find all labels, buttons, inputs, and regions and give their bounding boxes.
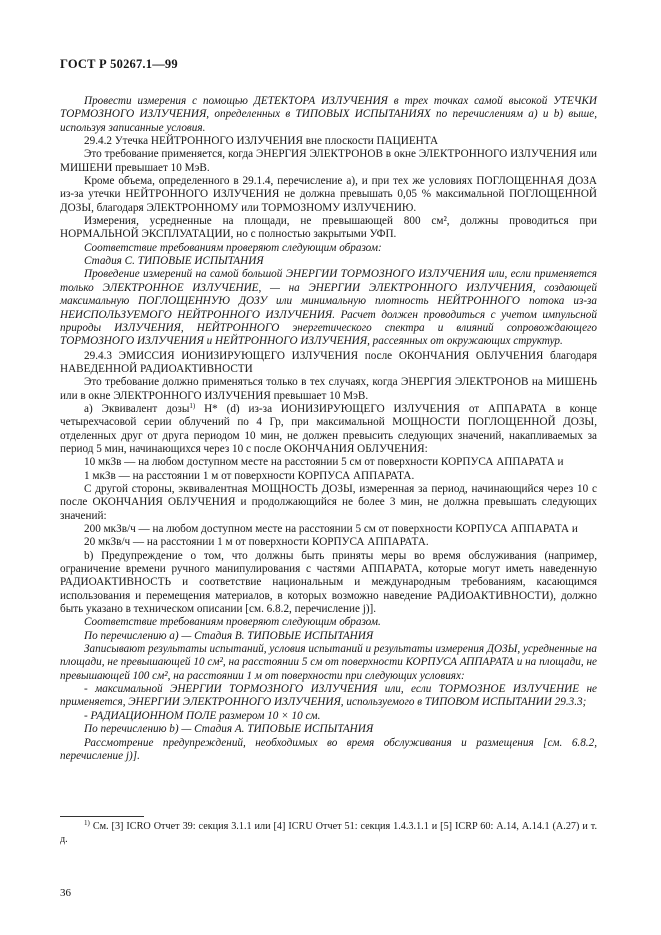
paragraph: Провести измерения с помощью ДЕТЕКТОРА ИЗЛУЧЕНИЯ в трех точках самой высокой УТЕЧКИ ТОРМОЗНОГО ИЗЛУЧЕНИЯ, определенных в ТИПОВЫХ ИСПЫТАНИЯХ по перечислениям а) и b) выше, используя записанные условия. — [60, 95, 597, 134]
footnote-text: См. [3] ICRO Отчет 39: секция 3.1.1 или [4] ICRU Отчет 51: секция 1.4.3.1.1 и [5] ICRP 60: А.14, А.14.1 (А.27) и т. д. — [60, 821, 598, 845]
section-heading-29-4-3: 29.4.3 ЭМИССИЯ ИОНИЗИРУЮЩЕГО ИЗЛУЧЕНИЯ после ОКОНЧАНИЯ ОБЛУЧЕНИЯ благодаря НАВЕДЕННОЙ РАДИОАКТИВНОСТИ — [60, 349, 597, 375]
stage-heading: Стадия С. ТИПОВЫЕ ИСПЫТАНИЯ — [84, 255, 264, 268]
list-item: - максимальной ЭНЕРГИИ ТОРМОЗНОГО ИЗЛУЧЕНИЯ или, если ТОРМОЗНОЕ ИЗЛУЧЕНИЕ не применяется, ЭНЕРГИИ ЭЛЕКТРОННОГО ИЗЛУЧЕНИЯ, используемого в ТИПОВОМ ИСПЫТАНИИ 29.3.3; — [60, 683, 597, 709]
limit-line: 1 мкЗв — на расстоянии 1 м от поверхности КОРПУСА АППАРАТА. — [84, 469, 415, 482]
footnote-reference: 1) — [189, 401, 196, 410]
item-a-text: H* (d) из-за ИОНИЗИРУЮЩЕГО ИЗЛУЧЕНИЯ от АППАРАТА в конце четырехчасовой серии облучений по 4 Гр, при максимальной МОЩНОСТИ ПОГЛОЩЕННОЙ ДОЗЫ, отделенных друг от друга периодом 10 мин, не должен превысить следующих значений, накапливаемых за период 5 мин, начинающихся через 10 с после ОКОНЧАНИЯ ОБЛУЧЕНИЯ: — [60, 402, 597, 455]
limit-line: 200 мкЗв/ч — на любом доступном месте на расстоянии 5 см от поверхности КОРПУСА АППАРАТА и — [84, 523, 578, 535]
paragraph-item-b: b) Предупреждение о том, что должны быть приняты меры во время обслуживания (например, ограничение времени ручного манипулирования с частями АППАРАТА, которые могут иметь наведенную РАДИОАКТИВНОСТЬ и соответствие национальным и международным требованиям, касающимся использования и перемещения материалов, в которых возможно наведение РАДИОАКТИВНОСТИ), должно быть указано в техническом описании [см. 6.8.2, перечисление j)]. — [60, 549, 597, 616]
paragraph: Это требование должно применяться только в тех случаях, когда ЭНЕРГИЯ ЭЛЕКТРОНОВ на МИШЕНЬ или в окне ЭЛЕКТРОННОГО ИЗЛУЧЕНИЯ превышает 10 МэВ. — [60, 376, 597, 402]
item-a-lead: а) Эквивалент дозы — [84, 402, 190, 415]
paragraph: С другой стороны, эквивалентная МОЩНОСТЬ ДОЗЫ, измеренная за период, начинающийся через 10 с после ОКОНЧАНИЯ ОБЛУЧЕНИЯ и продолжающийся не более 3 мин, не должна превышать следующих значений: — [60, 482, 597, 522]
document-header: ГОСТ Р 50267.1—99 — [60, 57, 178, 71]
page-number: 36 — [60, 887, 71, 899]
paragraph: Измерения, усредненные на площади, не превышающей 800 см², должны проводиться при НОРМАЛЬНОЙ ЭКСПЛУАТАЦИИ, но с полностью закрытыми УФП. — [60, 215, 597, 241]
compliance-note: Соответствие требованиям проверяют следующим образом. — [84, 616, 381, 629]
stage-heading: По перечислению b) — Стадия А. ТИПОВЫЕ ИСПЫТАНИЯ — [84, 723, 374, 736]
paragraph: Рассмотрение предупреждений, необходимых во время обслуживания и размещения [см. 6.8.2, перечисление j)]. — [60, 736, 597, 762]
paragraph: Кроме объема, определенного в 29.1.4, перечисление а), и при тех же условиях ПОГЛОЩЕННАЯ ДОЗА из-за утечки НЕЙТРОННОГО ИЗЛУЧЕНИЯ не должна превышать 0,05 % максимальной ПОГЛОЩЕННОЙ ДОЗЫ, благодаря ЭЛЕКТРОННОМУ или ТОРМОЗНОМУ ИЗЛУЧЕНИЮ. — [60, 175, 597, 214]
paragraph: Проведение измерений на самой большой ЭНЕРГИИ ТОРМОЗНОГО ИЗЛУЧЕНИЯ или, если применяется только ЭЛЕКТРОННОЕ ИЗЛУЧЕНИЕ, — на ЭНЕРГИИ ЭЛЕКТРОННОГО ИЗЛУЧЕНИЯ, создающей максимальную ПОГЛОЩЕННУЮ ДОЗУ или минимальную плотность НЕЙТРОННОГО потока из-за НЕИСПОЛЬЗУЕМОГО НЕЙТРОННОГО ИЗЛУЧЕНИЯ. Расчет должен проводиться с учетом импульсной природы ИЗЛУЧЕНИЯ, НЕЙТРОННОГО энергетического спектра и влияний сопровождающего ТОРМОЗНОГО ИЗЛУЧЕНИЯ и НЕЙТРОННОГО ИЗЛУЧЕНИЯ, рассеянных от окружающих структур. — [60, 268, 597, 348]
document-body — [60, 95, 597, 763]
paragraph: Это требование применяется, когда ЭНЕРГИЯ ЭЛЕКТРОНОВ в окне ЭЛЕКТРОННОГО ИЗЛУЧЕНИЯ или МИШЕНИ превышает 10 МэВ. — [60, 148, 597, 174]
footnote — [60, 821, 597, 846]
limit-line: 10 мкЗв — на любом доступном месте на расстоянии 5 см от поверхности КОРПУСА АППАРАТА и — [84, 456, 564, 469]
footnote-divider — [60, 816, 144, 817]
limit-line: 20 мкЗв/ч — на расстоянии 1 м от поверхности КОРПУСА АППАРАТА. — [84, 536, 429, 549]
list-item: - РАДИАЦИОННОМ ПОЛЕ размером 10 × 10 см. — [84, 709, 321, 722]
compliance-note: Соответствие требованиям проверяют следующим образом: — [84, 241, 382, 254]
paragraph-item-a — [60, 403, 597, 456]
section-heading-29-4-2: 29.4.2 Утечка НЕЙТРОННОГО ИЗЛУЧЕНИЯ вне плоскости ПАЦИЕНТА — [84, 135, 439, 148]
stage-heading: По перечислению а) — Стадия В. ТИПОВЫЕ ИСПЫТАНИЯ — [84, 629, 374, 642]
footnote-mark: 1) — [84, 819, 90, 827]
paragraph: Записывают результаты испытаний, условия испытаний и результаты измерения ДОЗЫ, усредненные на площади, не превышающей 10 см², на расстоянии 5 см от поверхности КОРПУСА АППАРАТА и на площади, не превышающей 100 см², на расстоянии 1 м от поверхности при следующих условиях: — [60, 643, 597, 682]
